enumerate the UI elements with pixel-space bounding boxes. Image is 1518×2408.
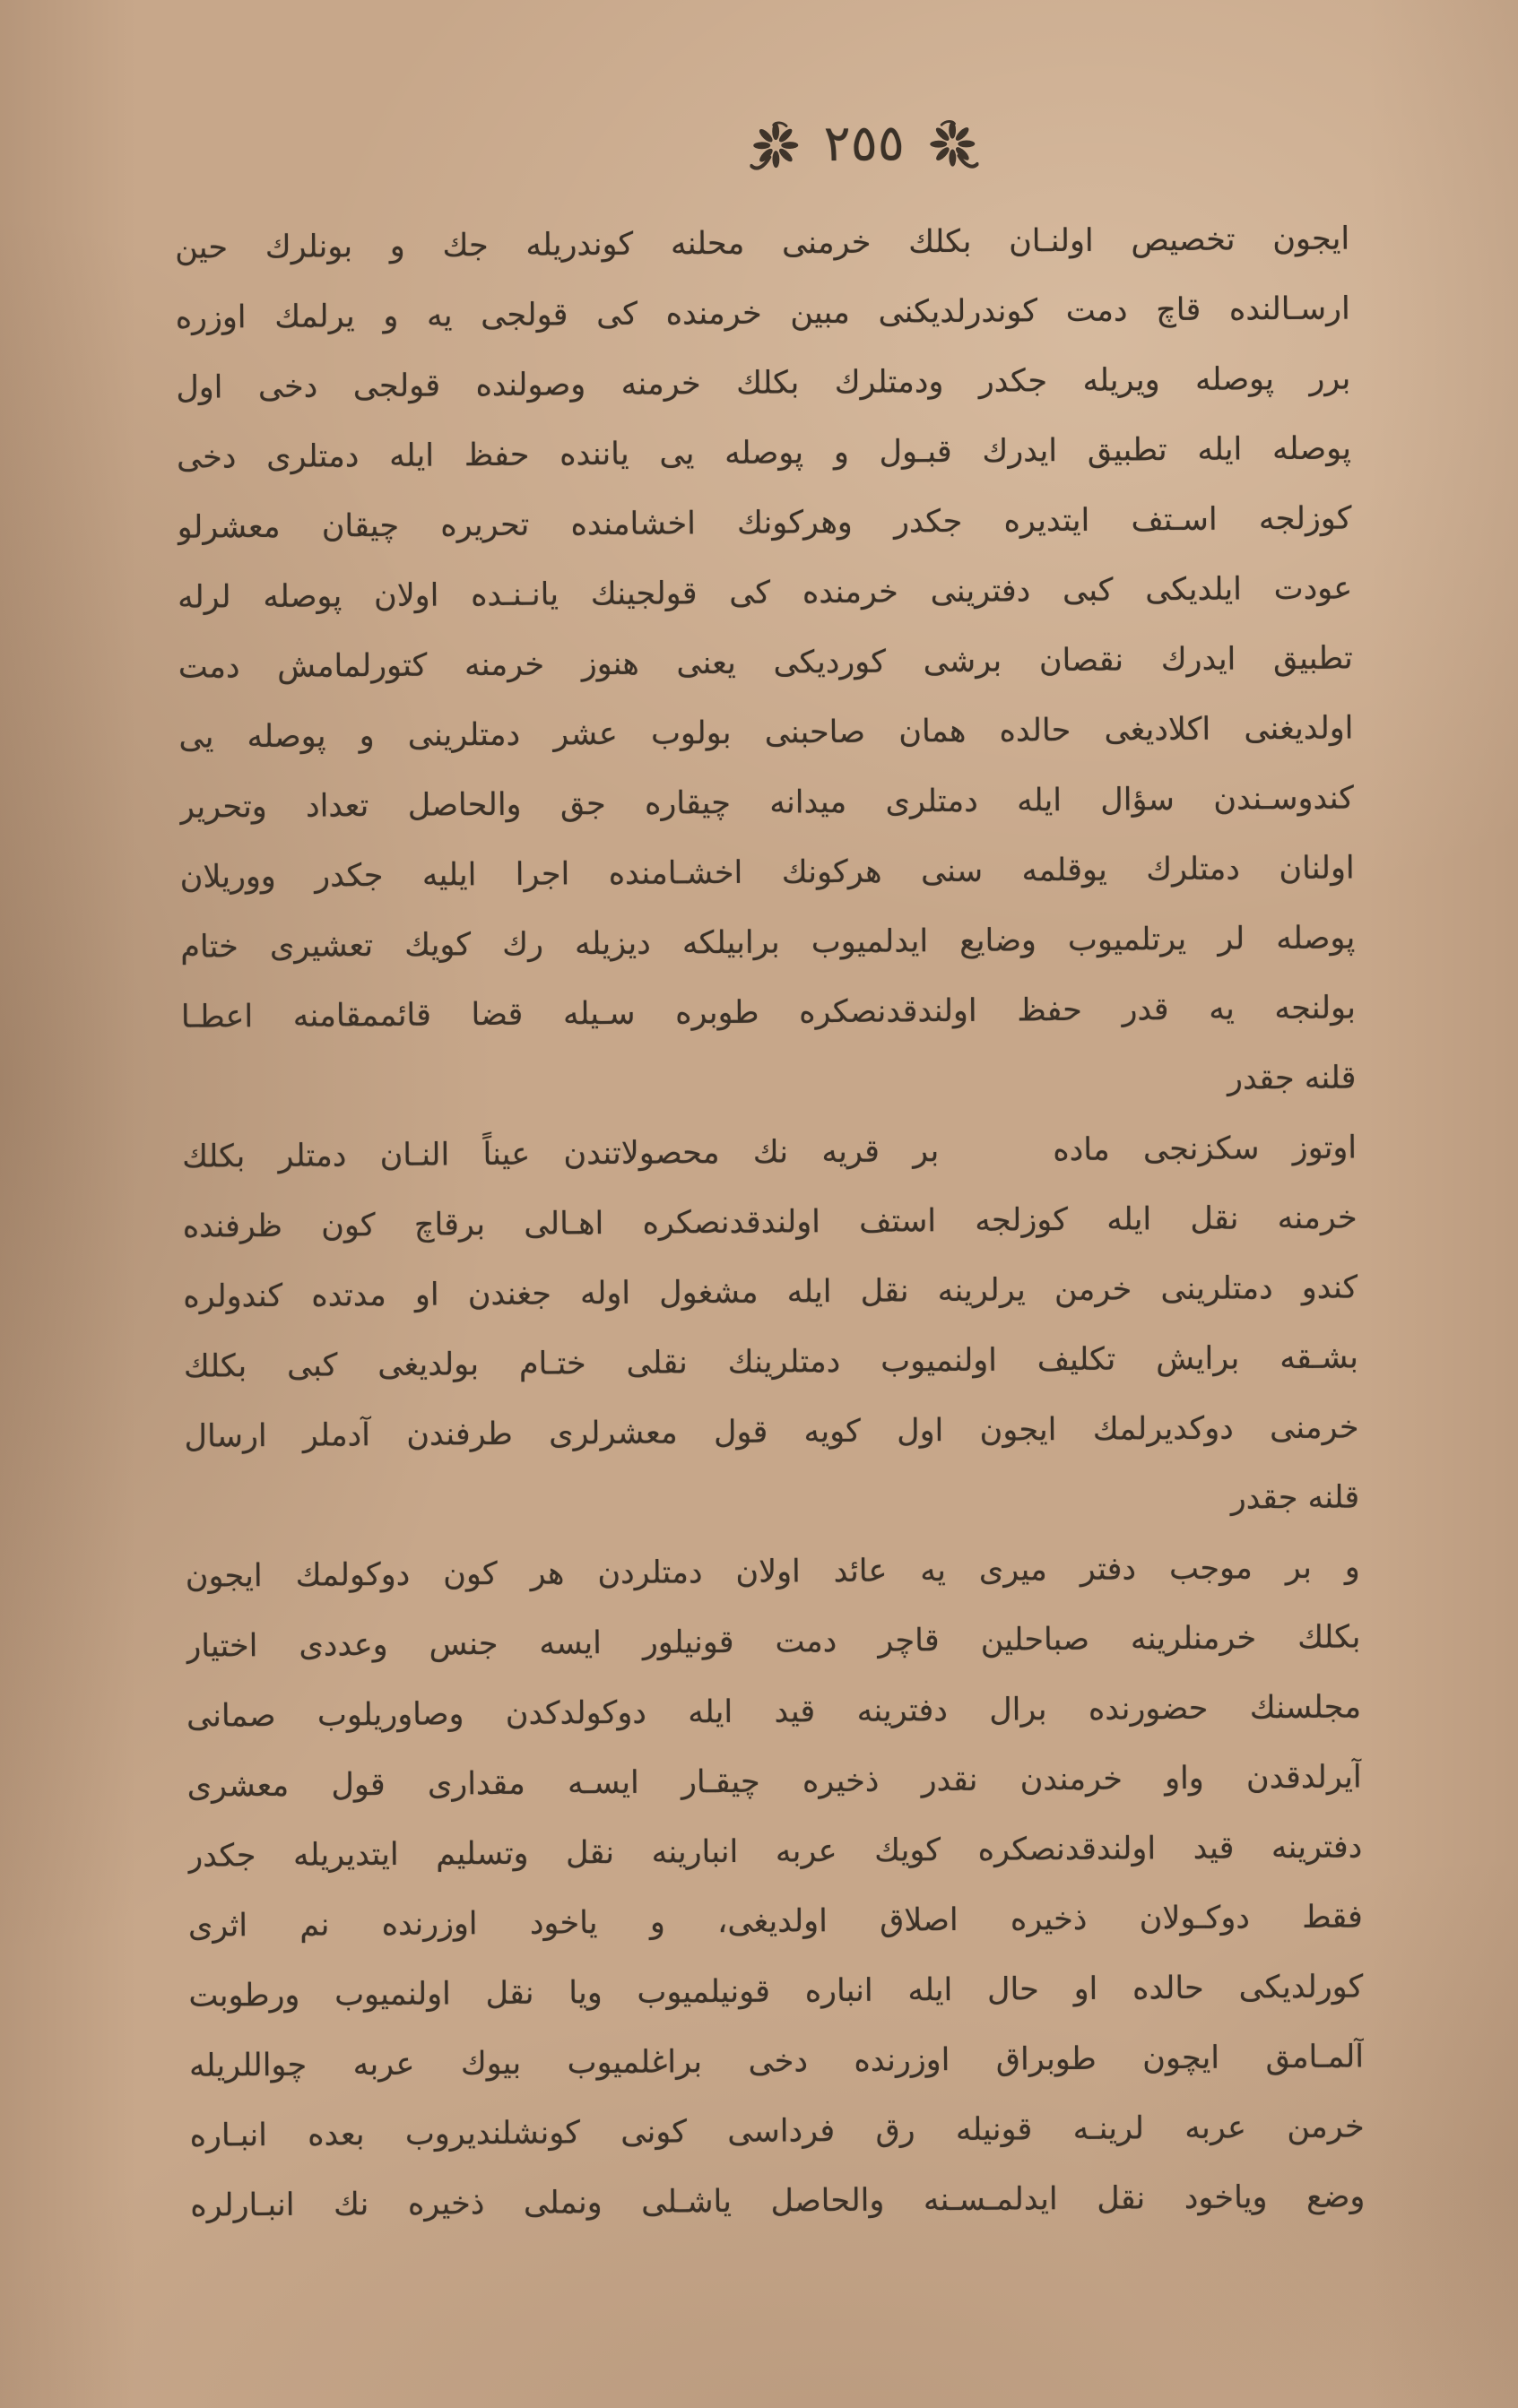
page-number-group [750, 114, 978, 179]
text-line: بولنجه يه قدر حفظ اولندقدنصكره طوبره سـيله قضا قائممقامنه اعطـا [180, 990, 1357, 1035]
article-heading-line: اوتوز سكزنجى ماده بر قريه نك محصولاتندن عيناً النـان دمتلر بكلك [181, 1130, 1358, 1175]
text-line: كندو دمتلرينى خرمن يرلرينه نقل ايله مشغول اوله جغندن او مدتده كندولره [183, 1269, 1358, 1315]
text-line: كندوسـندن سؤال ايله دمتلرى ميدانه چيقاره جق والحاصل تعداد وتحرير [178, 780, 1355, 826]
text-line: بكلك خرمنلرينه صباحلين قاچر دمت قونيلور ايسه جنس وعددى اختيار [186, 1619, 1361, 1665]
rosette-ornament-icon [750, 119, 802, 175]
body-text [175, 204, 1366, 2241]
text-line: ارسـالنده قاچ دمت كوندرلديكنى مبين خرمنده كى قولجى يه و يرلمك اوزره [175, 290, 1350, 336]
text-line: عودت ايلديكى كبى دفترينى خرمنده كى قولجينك يانـنـده اولان پوصله لرله [178, 570, 1353, 616]
text-line: پوصله ايله تطبيق ايدرك قبـول و پوصله يى ياننده حفظ ايله دمتلرى دخى [176, 430, 1352, 476]
text-line: كوزلجه اسـتف ايتديره جكدر وهركونك اخشامنده تحريره چيقان معشرلو [177, 500, 1352, 546]
text-line: پوصله لر يرتلميوب وضايع ايدلميوب برابيلكه ديزيله رك كويك تعشيرى ختام [180, 920, 1356, 966]
text-line: دفترينه قيد اولندقدنصكره كويك عربه انبارينه نقل وتسليم ايتديريله جكدر [187, 1829, 1363, 1875]
text-line: تطبيق ايدرك نقصان برشى كورديكى يعنى هنوز خرمنه كتورلمامش دمت [178, 640, 1353, 686]
text-line: فقط دوكـولان ذخيره اصلاق اولديغى، و ياخود اوزرنده نم اثرى [187, 1899, 1363, 1945]
text-line: كورلديكى حالده او حال ايله انباره قونيلميوب ويا نقل اولنميوب ورطوبت [188, 1969, 1364, 2014]
text-line: اولنان دمتلرك يوقلمه سنى هركونك اخشـامنده اجرا ايليه جكدر ووريلان [179, 850, 1355, 896]
text-line: خرمنه نقل ايله كوزلجه استف اولندقدنصكره اهـالى برقاچ كون ظرفنده [182, 1200, 1358, 1245]
text-line: و بر موجب دفتر ميرى يه عائد اولان دمتلردن هر كون دوكولمك ايجون [185, 1549, 1360, 1595]
text-line: برر پوصله ويريله جكدر ودمتلرك بكلك خرمنه وصولنده قولجى دخى اول [176, 360, 1351, 406]
page-number: ٢٥٥ [823, 114, 906, 174]
text-line: ايجون تخصيص اولنـان بكلك خرمنى محلنه كوندريله جك و بونلرك حين [174, 221, 1350, 266]
text-line: مجلسنك حضورنده برال دفترينه قيد ايله دوكولدكدن وصاوريلوب صمانى [186, 1689, 1362, 1735]
rosette-ornament-icon [926, 117, 978, 173]
text-line: آلمـامق ايچون طوبراق اوزرنده دخى براغلميوب بيوك عربه چواللريله [188, 2039, 1365, 2084]
text-line: اولديغنى اكلاديغى حالده همان صاحبنى بولوب عشر دمتلرينى و پوصله يى [178, 710, 1354, 756]
text-line: آيرلدقدن واو خرمندن نقدر ذخيره چيقـار ايسـه مقدارى قول معشرى [186, 1759, 1362, 1805]
text-line: خرمن عربه لرينـه قونيله رق فرداسى كونى كونشلنديروب بعده انبـاره [189, 2109, 1365, 2154]
text-line: خرمنى دوكديرلمك ايجون اول كويه قول معشرلرى طرفندن آدملر ارسال [184, 1409, 1359, 1455]
paragraph-end-line: قلنه جقدر [1230, 1479, 1360, 1517]
text-line: بشـقه برايش تكليف اولنميوب دمتلرينك نقلى ختـام بولديغى كبى بكلك [183, 1339, 1359, 1385]
paragraph-end-line: قلنه جقدر [1227, 1060, 1357, 1097]
page-header [1, 109, 1518, 185]
text-line: وضع وياخود نقل ايدلمـسـنه والحاصل ياشـلى ونملى ذخيره نك انبـارلره [190, 2178, 1366, 2224]
